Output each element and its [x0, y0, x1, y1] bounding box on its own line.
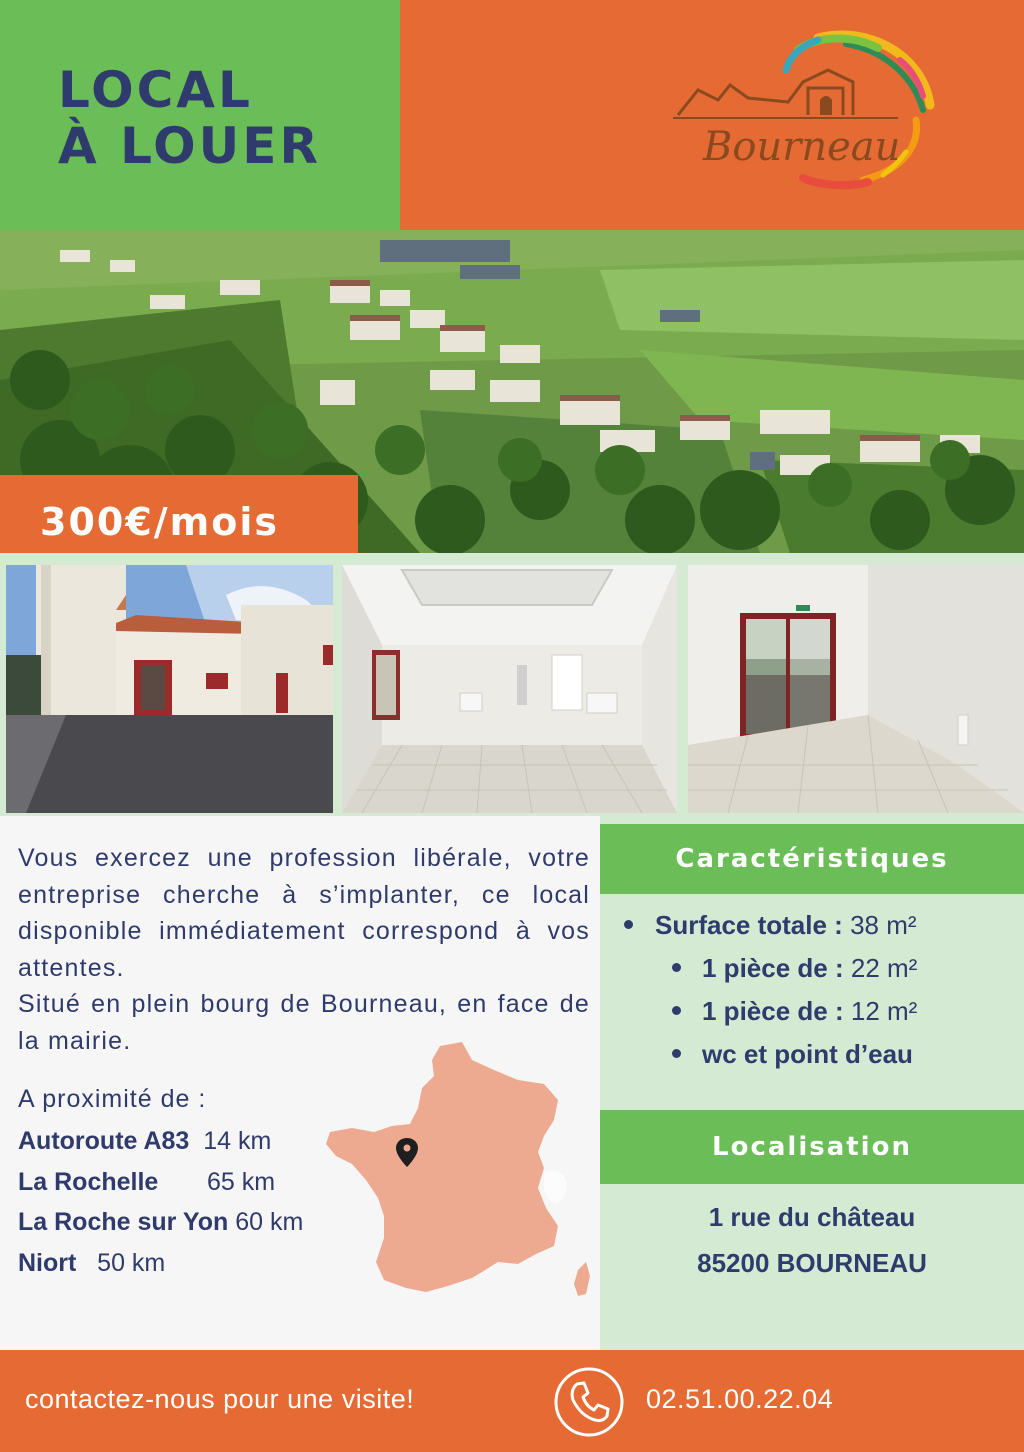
- france-map: [322, 1040, 594, 1302]
- exterior-photo: [6, 565, 333, 813]
- description-paragraph-1: Vous exercez une profession libérale, votre entreprise cherche à s’implanter, ce local disponible immédiatement correspond à vos attentes.: [18, 844, 590, 982]
- phone-icon[interactable]: [553, 1366, 625, 1438]
- description-paragraph-2: Situé en plein bourg de Bourneau, en face de la mairie.: [18, 990, 590, 1055]
- location-heading: Localisation: [600, 1110, 1024, 1184]
- proximity-title: A proximité de :: [18, 1085, 207, 1113]
- characteristics-heading: Caractéristiques: [600, 824, 1024, 894]
- logo-text: Bourneau: [703, 124, 901, 170]
- proximity-item: [18, 1208, 303, 1237]
- characteristic-item: Surface totale : 38 m²: [620, 905, 917, 948]
- phone-number[interactable]: 02.51.00.22.04: [646, 1384, 834, 1414]
- characteristic-item: 1 pièce de : 12 m²: [620, 991, 917, 1034]
- title-line-1: LOCAL: [58, 61, 253, 119]
- proximity-item: [18, 1249, 165, 1278]
- bourneau-logo: [668, 30, 958, 195]
- characteristic-item: 1 pièce de : 22 m²: [620, 948, 917, 991]
- proximity-name: Autoroute A83: [18, 1127, 190, 1155]
- proximity-item: [18, 1127, 271, 1156]
- proximity-name: Niort: [18, 1249, 77, 1277]
- proximity-distance: 65 km: [206, 1168, 276, 1196]
- interior-photo-2: [688, 565, 1024, 813]
- proximity-distance: 14 km: [203, 1127, 272, 1155]
- proximity-name: La Roche sur Yon: [18, 1208, 229, 1236]
- proximity-distance: 50 km: [97, 1249, 166, 1277]
- title-line-2: À LOUER: [58, 117, 321, 175]
- proximity-name: La Rochelle: [18, 1168, 159, 1196]
- characteristic-item: wc et point d’eau: [620, 1034, 917, 1077]
- address-line-1: 1 rue du château: [708, 1202, 916, 1232]
- description-text: [18, 840, 590, 1059]
- price-label: 300€/mois: [40, 500, 279, 544]
- interior-photo-1: [342, 565, 677, 813]
- characteristics-list: [620, 905, 917, 1077]
- page-title: [58, 62, 321, 174]
- proximity-distance: 60 km: [235, 1208, 304, 1236]
- address-line-2: 85200 BOURNEAU: [697, 1248, 927, 1278]
- proximity-item: [18, 1168, 275, 1197]
- contact-text: contactez-nous pour une visite!: [25, 1384, 415, 1414]
